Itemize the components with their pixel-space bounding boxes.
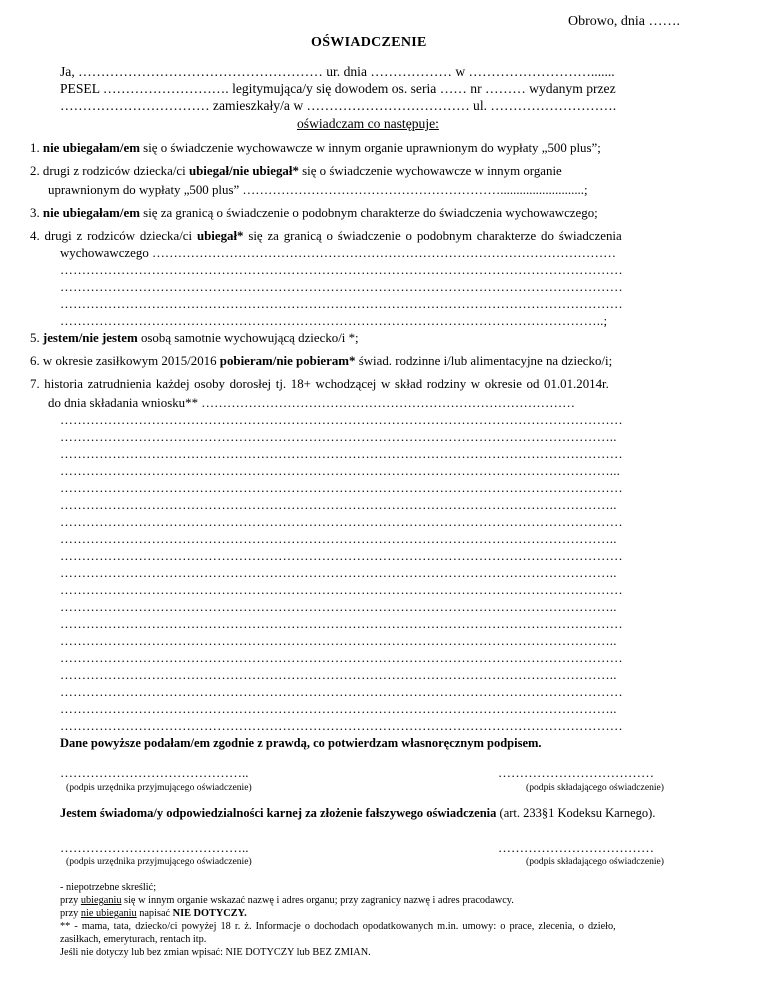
answer-line[interactable]: ………………………………………………………………………………………………………………… <box>60 515 623 529</box>
answer-line[interactable]: ……………………………………………………………………………………………………………..; <box>60 314 608 328</box>
answer-line[interactable]: ………………………………………………………………………………………………………………… <box>60 583 623 597</box>
item-text: się o świadczenie wychowawcze w innym organie <box>298 164 562 178</box>
item-text: świad. rodzinne i/lub alimentacyjne na dziecko/i; <box>355 354 613 368</box>
document-title: OŚWIADCZENIE <box>311 35 427 50</box>
applicant-signature-caption: (podpis składającego oświadczenie) <box>526 782 664 793</box>
answer-line[interactable]: ……………………………………………………………………………………………………………….. <box>60 634 617 648</box>
answer-line[interactable]: ……………………………………………………………………………………………………………….. <box>60 600 617 614</box>
answer-line[interactable]: ……………………………………………………………………………………………………………….. <box>60 702 617 716</box>
answer-line[interactable]: ………………………………………………………………………………………………………………… <box>60 685 623 699</box>
item-bold: ubiegał* <box>196 229 244 243</box>
item-bold: pobieram/nie pobieram* <box>219 354 356 368</box>
item-text: drugi z rodziców dziecka/ci <box>42 164 189 178</box>
place-date: Obrowo, dnia ……. <box>568 14 680 29</box>
answer-line[interactable]: ………………………………………………………………………………………………………………… <box>60 617 623 631</box>
answer-line[interactable]: ………………………………………………………………………………………………………………… <box>60 719 623 733</box>
item-5 <box>30 331 359 346</box>
item-number: 3. <box>30 206 40 220</box>
answer-line[interactable]: ………………………………………………………………………………………………………………… <box>60 413 623 427</box>
item-number: 5. <box>30 331 40 345</box>
official-signature-line[interactable]: …………………………………….. <box>60 840 249 855</box>
item-bold: jestem/nie jestem <box>42 331 138 345</box>
answer-line[interactable]: ……………………………………………………………………………………………………………….. <box>60 532 617 546</box>
item-4 <box>30 229 698 244</box>
answer-line[interactable]: ……………………………………………………………………………………………………………….. <box>60 566 617 580</box>
intro-line-3: …………………………… zamieszkały/a w ……………………………… ul. ………………………. <box>60 98 617 113</box>
item-3 <box>30 206 598 221</box>
liability-statement <box>60 806 655 821</box>
item-text: się za granicą o świadczenie o podobnym charakterze do świadczenia <box>243 229 622 243</box>
answer-line[interactable]: ………………………………………………………………………………………………………………… <box>60 297 623 311</box>
item-text: osobą samotnie wychowującą dziecko/i *; <box>137 331 359 345</box>
liability-bold: Jestem świadoma/y odpowiedzialności karnej za złożenie fałszywego oświadczenia <box>60 806 497 820</box>
note-income-types: zasiłkach, emeryturach, rentach itp. <box>60 934 207 945</box>
item-text: się o świadczenie wychowawcze w innym organie uprawnionym do wypłaty „500 plus”; <box>139 141 601 155</box>
answer-line[interactable]: ………………………………………………………………………………………………………………… <box>60 481 623 495</box>
note-applying: przy ubieganiu się w innym organie wskazać nazwę i adres organu; przy zagranicy nazwę i adres pracodawcy. <box>60 895 514 906</box>
item-bold: nie ubiegałam/em <box>42 206 140 220</box>
item-6 <box>30 354 612 369</box>
answer-line[interactable]: ……………………………………………………………………………………………………………….. <box>60 668 617 682</box>
item-bold: nie ubiegałam/em <box>42 141 140 155</box>
answer-line[interactable]: ………………………………………………………………………………………………………………... <box>60 464 621 478</box>
note-strike: - niepotrzebne skreślić; <box>60 882 157 893</box>
intro-line-2: PESEL ………………………. legitymująca/y się dowodem os. seria …… nr ……… wydanym przez <box>60 81 616 96</box>
item-text: w okresie zasiłkowym 2015/2016 <box>42 354 220 368</box>
truth-statement: Dane powyższe podałam/em zgodnie z prawdą, co potwierdzam własnoręcznym podpisem. <box>60 736 542 750</box>
item-7-line-2: do dnia składania wniosku** …………………………………………………………………………… <box>48 396 576 410</box>
answer-line[interactable]: ……………………………………………………………………………………………………………….. <box>60 498 617 512</box>
item-number: 4. <box>30 229 40 243</box>
item-number: 7. <box>30 377 40 391</box>
answer-line[interactable]: ………………………………………………………………………………………………………………… <box>60 263 623 277</box>
applicant-signature-caption: (podpis składającego oświadczenie) <box>526 856 664 867</box>
item-2-line-2: uprawnionym do wypłaty „500 plus” ……………………………………………………..........................; <box>48 183 588 197</box>
note-not-applicable: Jeśli nie dotyczy lub bez zmian wpisać: NIE DOTYCZY lub BEZ ZMIAN. <box>60 947 371 958</box>
official-signature-caption: (podpis urzędnika przyjmującego oświadczenie) <box>66 856 252 867</box>
item-1 <box>30 141 601 156</box>
answer-line[interactable]: ………………………………………………………………………………………………………………… <box>60 280 623 294</box>
official-signature-caption: (podpis urzędnika przyjmującego oświadczenie) <box>66 782 252 793</box>
applicant-signature-line[interactable]: ……………………………… <box>498 840 654 855</box>
note-not-applying: przy nie ubieganiu napisać NIE DOTYCZY. <box>60 908 247 919</box>
item-bold: ubiegał/nie ubiegał* <box>188 164 299 178</box>
answer-line[interactable]: ……………………………………………………………………………………………………………….. <box>60 430 617 444</box>
applicant-signature-line[interactable]: ……………………………… <box>498 765 654 780</box>
liability-reference: (art. 233§1 Kodeksu Karnego). <box>496 806 656 820</box>
answer-line[interactable]: ………………………………………………………………………………………………………………… <box>60 651 623 665</box>
item-7 <box>30 377 609 392</box>
item-number: 2. <box>30 164 40 178</box>
intro-line-1: Ja, ……………………………………………… ur. dnia ……………… w ………………………....... <box>60 64 615 79</box>
item-text: się za granicą o świadczenie o podobnym charakterze do świadczenia wychowawczego; <box>139 206 598 220</box>
note-household-income: ** - mama, tata, dziecko/ci powyżej 18 r. ż. Informacje o dochodach opodatkowanych m.in. umowy: o prace, zlecenia, o dzieło, <box>60 921 616 932</box>
item-4-line-2: wychowawczego ……………………………………………………………………………………………… <box>60 246 617 260</box>
answer-line[interactable]: ………………………………………………………………………………………………………………… <box>60 549 623 563</box>
answer-line[interactable]: ………………………………………………………………………………………………………………… <box>60 447 623 461</box>
item-number: 1. <box>30 141 40 155</box>
item-text: drugi z rodziców dziecka/ci <box>44 229 197 243</box>
official-signature-line[interactable]: …………………………………….. <box>60 765 249 780</box>
item-number: 6. <box>30 354 40 368</box>
item-text: historia zatrudnienia każdej osoby dorosłej tj. 18+ wchodzącej w skład rodziny w okresie od 01.01.2014r. <box>44 377 609 391</box>
item-2 <box>30 164 562 179</box>
declaration-heading: oświadczam co następuje: <box>297 116 439 131</box>
